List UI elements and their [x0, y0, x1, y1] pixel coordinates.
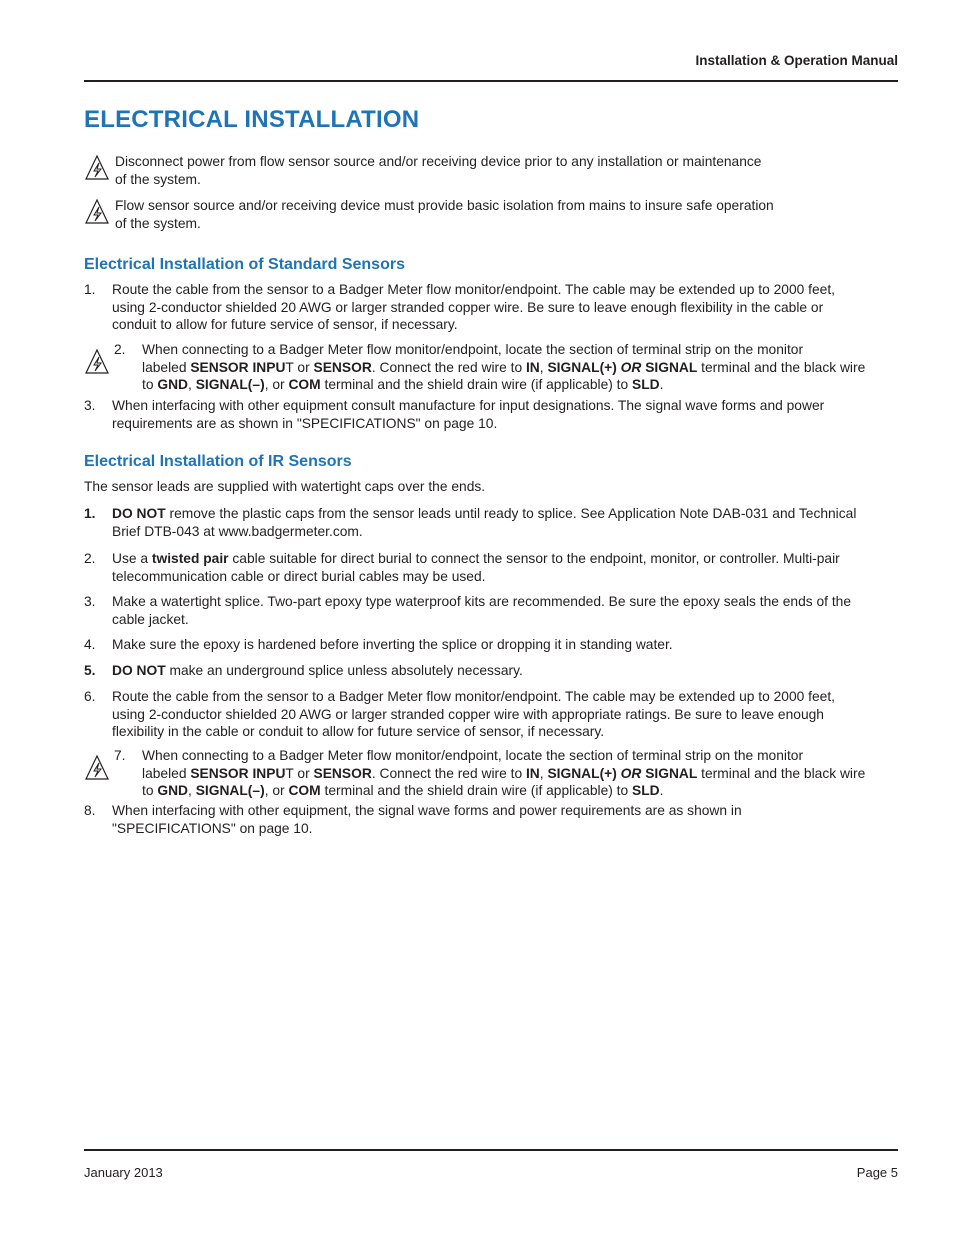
list-item: 1. DO NOT remove the plastic caps from the sensor leads until ready to splice. See Application Note DAB-031 and Technical Brief DTB-043 at www.badgermeter.com. — [84, 506, 857, 539]
section-heading-standard-sensors: Electrical Installation of Standard Sensors — [84, 256, 405, 273]
list-item: 7. When connecting to a Badger Meter flow monitor/endpoint, locate the section of terminal strip on the monitor labeled SENSOR INPUT or SENSOR. Connect the red wire to IN, SIGNAL(+) OR SIGNAL terminal and the black wire to GND, SIGNAL(–), or COM terminal and the shield drain wire (if applicable) to SLD. — [114, 748, 866, 798]
section-heading-ir-sensors: Electrical Installation of IR Sensors — [84, 453, 352, 470]
warning-disconnect-power: Disconnect power from flow sensor source and/or receiving device prior to any installation or maintenance of the system. — [115, 154, 762, 187]
list-item: 3. Make a watertight splice. Two-part epoxy type waterproof kits are recommended. Be sure the epoxy seals the ends of the cable jacket. — [84, 594, 852, 627]
footer-rule — [84, 1149, 898, 1151]
page-title: ELECTRICAL INSTALLATION — [84, 106, 420, 133]
list-item: 3. When interfacing with other equipment consult manufacture for input designations. The signal wave forms and power requirements are as shown in "SPECIFICATIONS" on page 10. — [84, 398, 825, 431]
footer-date: January 2013 — [84, 1165, 163, 1180]
electrical-hazard-icon — [84, 198, 110, 231]
list-item: 1. Route the cable from the sensor to a Badger Meter flow monitor/endpoint. The cable may be extended up to 2000 feet, using 2-conductor shielded 20 AWG or larger stranded copper wire. Be sure to leave enough flexibility in the cable or conduit to allow for future service of sensor, if necessary. — [84, 282, 835, 332]
header-rule — [84, 80, 898, 82]
page-number: Page 5 — [856, 1165, 898, 1180]
manual-title: Installation & Operation Manual — [695, 53, 898, 68]
electrical-hazard-icon — [84, 154, 110, 187]
ir-intro-text: The sensor leads are supplied with watertight caps over the ends. — [84, 479, 486, 494]
list-item: 4. Make sure the epoxy is hardened before inverting the splice or dropping it in standing water. — [84, 637, 673, 652]
list-item: 2. When connecting to a Badger Meter flow monitor/endpoint, locate the section of terminal strip on the monitor labeled SENSOR INPUT or SENSOR. Connect the red wire to IN, SIGNAL(+) OR SIGNAL terminal and the black wire to GND, SIGNAL(–), or COM terminal and the shield drain wire (if applicable) to SLD. — [114, 342, 866, 392]
warning-basic-isolation: Flow sensor source and/or receiving device must provide basic isolation from mains to insure safe operation of the system. — [115, 198, 774, 231]
list-item: 2. Use a twisted pair cable suitable for direct burial to connect the sensor to the endpoint, monitor, or controller. Multi-pair telecommunication cable or direct burial cables may be used. — [84, 551, 840, 584]
list-item: 5. DO NOT make an underground splice unless absolutely necessary. — [84, 663, 523, 678]
list-item: 6. Route the cable from the sensor to a Badger Meter flow monitor/endpoint. The cable may be extended up to 2000 feet, using 2-conductor shielded 20 AWG or larger stranded copper wire with appropriate ratings. Be sure to leave enough flexibility in the cable or conduit to allow for future service of sensor, if necessary. — [84, 689, 835, 739]
list-item: 8. When interfacing with other equipment, the signal wave forms and power requirements are as shown in "SPECIFICATIONS" on page 10. — [84, 803, 742, 836]
